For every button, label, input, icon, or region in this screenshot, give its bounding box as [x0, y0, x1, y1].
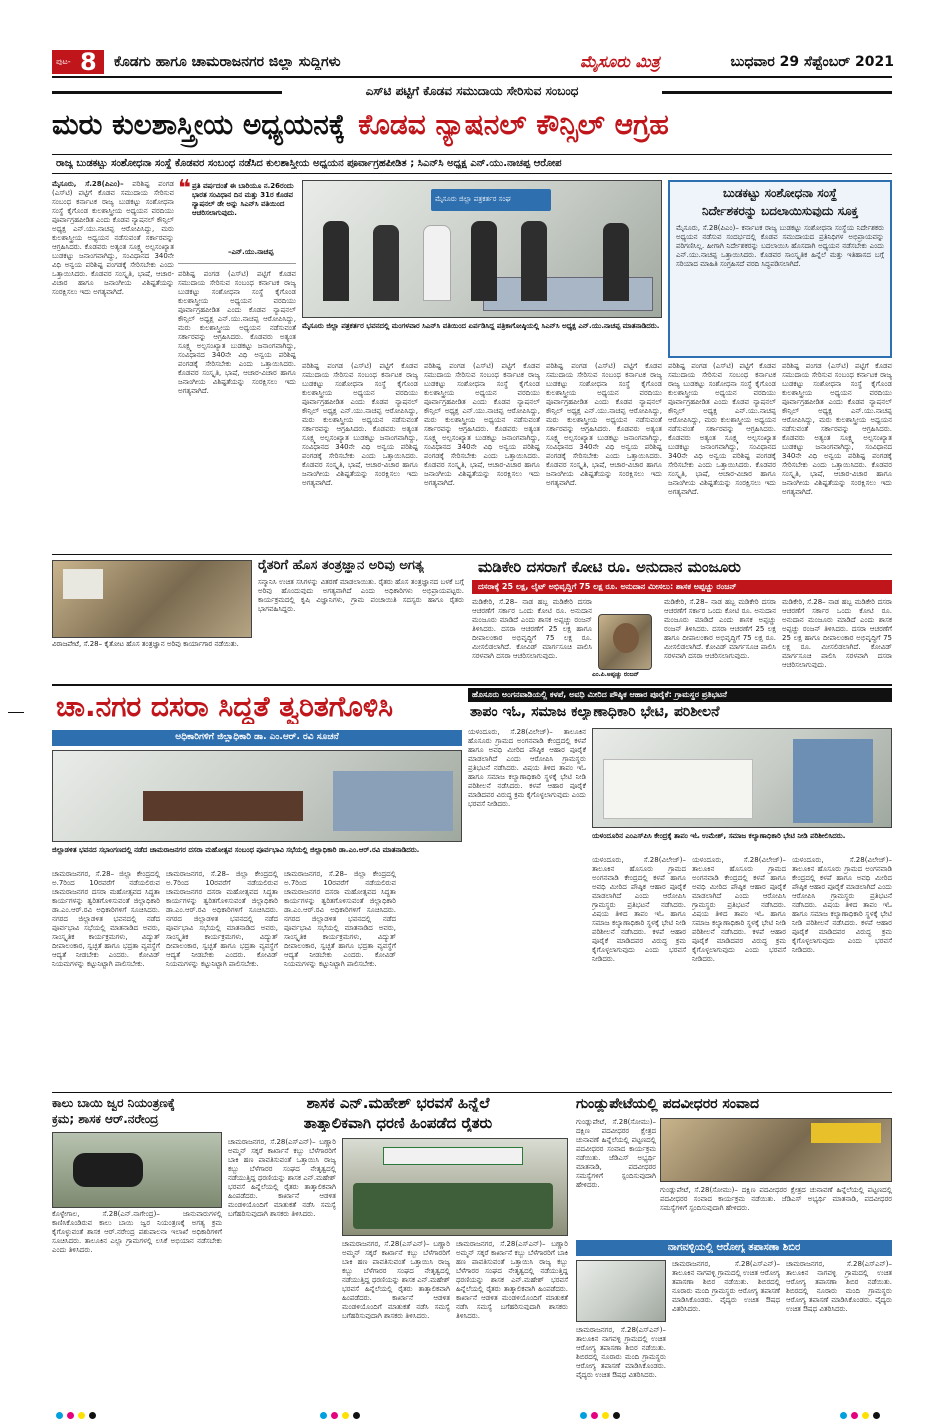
health-camp-headline-bar [576, 1240, 892, 1256]
health-camp-headline: ನಾಗವಳ್ಳಿಯಲ್ಲಿ ಆರೋಗ್ಯ ತಪಾಸಣಾ ಶಿಬಿರ [667, 1242, 801, 1253]
madikeri-subhead: ದಸರಾಕ್ಕೆ 25 ಲಕ್ಷ, ಲೈಟ್ ಅಭಿವೃದ್ಧಿಗೆ 75 ಲಕ್ಷ ರೂ. ಅನುದಾನ ಮೀಸಲು: ಶಾಸಕ ಅಪ್ಪಚ್ಚು ರಂಜನ್ [478, 582, 737, 591]
lead-quote-box [178, 176, 296, 264]
officials [793, 739, 873, 823]
chamarajanagar-headline: ಚಾ.ನಗರ ದಸರಾ ಸಿದ್ಧತೆ ತ್ವರಿತಗೊಳಿಸಿ [56, 690, 393, 723]
protest-banner [383, 1147, 523, 1165]
lead-headline [52, 108, 892, 150]
sidebar-body: ಮೈಸೂರು, ಸೆ.28(ಪಿಎಂ)– ಕರ್ನಾಟಕ ರಾಜ್ಯ ಬುಡಕಟ್ಟು ಸಂಶೋಧನಾ ಸಂಸ್ಥೆಯ ನಿರ್ದೇಶಕರು ಅಧ್ಯಯನ ನಡೆಸುವ ಸಂದರ್ಭದಲ್ಲಿ ಕೊಡವ ಸಮುದಾಯದ ಪ್ರತಿನಿಧಿಗಳ ಅಭಿಪ್ರಾಯವನ್ನು ಪರಿಗಣಿಸಿಲ್ಲ. ಹೀಗಾಗಿ ನಿರ್ದೇಶಕರನ್ನು ಬದಲಾಯಿಸಿ ಹೊಸದಾಗಿ ಅಧ್ಯಯನ ನಡೆಸಬೇಕು ಎಂದು ಎನ್.ಯು.ನಾಚಪ್ಪ ಒತ್ತಾಯಿಸಿದರು. ಕೊಡವರ ಸಾಂಸ್ಕೃತಿಕ ಹಿನ್ನೆಲೆ ಮತ್ತು ಇತಿಹಾಸದ ಬಗ್ಗೆ ಸರಿಯಾದ ಮಾಹಿತಿ ಸಂಗ್ರಹಿಸದೆ ವರದಿ ಸಿದ್ಧಪಡಿಸಲಾಗಿದೆ. [676, 224, 884, 268]
lead-subhead: ರಾಜ್ಯ ಬುಡಕಟ್ಟು ಸಂಶೋಧನಾ ಸಂಸ್ಥೆ ಕೊಡವರ ಸಂಬಂಧ ನಡೆಸಿದ ಕುಲಶಾಸ್ತ್ರೀಯ ಅಧ್ಯಯನ ಪೂರ್ವಾಗ್ರಹಪೀಡಿತ ; ಸಿಎನ್‌ಸಿ ಅಧ್ಯಕ್ಷ ಎನ್.ಯು.ನಾಚಪ್ಪ ಆರೋಪ [56, 158, 562, 169]
lead-quote: ಪ್ರತಿ ವರ್ಷದಂತೆ ಈ ಬಾರಿಯೂ ನ.26ರಂದು ಭಾರತ ಸಂವಿಧಾನ ದಿನ ಮತ್ತು 31ರ ಕೊಡವ ನ್ಯಾಷನಲ್ ಡೇ ಅನ್ನು ಸಿಎನ್‌ಸಿ ವತಿಯಿಂದ ಆಚರಿಸಲಾಗುವುದು. [192, 182, 294, 217]
cattle-body: ಕೊಳ್ಳೇಗಾಲ, ಸೆ.28(ಎನ್.ನಾಗೇಂದ್ರ)– ಜಾನುವಾರುಗಳಲ್ಲಿ ಕಾಣಿಸಿಕೊಂಡಿರುವ ಕಾಲು ಬಾಯಿ ಜ್ವರ ನಿಯಂತ್ರಣಕ್ಕೆ ಅಗತ್ಯ ಕ್ರಮ ಕೈಗೊಳ್ಳುವಂತೆ ಶಾಸಕ ಆರ್.ನರೇಂದ್ರ ಪಶುಪಾಲನಾ ಇಲಾಖೆ ಅಧಿಕಾರಿಗಳಿಗೆ ಸೂಚಿಸಿದರು. ತಾಲೂಕಿನ ಎಲ್ಲಾ ಗ್ರಾಮಗಳಲ್ಲಿ ಲಸಿಕೆ ಅಭಿಯಾನ ನಡೆಸಬೇಕು ಎಂದು ತಿಳಿಸಿದರು. [52, 1210, 222, 1254]
page-number: 8 [80, 48, 97, 76]
page-prefix: ಪುಟ- [56, 57, 71, 66]
gundlupet-body-2: ಗುಂಡ್ಲುಪೇಟೆ, ಸೆ.28(ಸೋಮು)– ದಕ್ಷಿಣ ಪದವೀಧರರ ಕ್ಷೇತ್ರದ ಚುನಾವಣೆ ಹಿನ್ನೆಲೆಯಲ್ಲಿ ಪಟ್ಟಣದಲ್ಲಿ ಪದವೀಧರರ ಸಂವಾದ ಕಾರ್ಯಕ್ರಮ ನಡೆಯಿತು. ಜೆಡಿಎಸ್ ಅಭ್ಯರ್ಥಿ ಮಾತನಾಡಿ, ಪದವೀಧರರ ಸಮಸ್ಯೆಗಳಿಗೆ ಸ್ಪಂದಿಸುವುದಾಗಿ ಹೇಳಿದರು. [660, 1186, 892, 1212]
health-camp-photo [576, 1260, 666, 1322]
chamarajanagar-column-3: ಚಾಮರಾಜನಗರ, ಸೆ.28– ಜಿಲ್ಲಾ ಕೇಂದ್ರದಲ್ಲಿ ಅ.7ರಿಂದ 10ರವರೆಗೆ ನಡೆಯಲಿರುವ ಚಾಮರಾಜನಗರ ದಸರಾ ಮಹೋತ್ಸವದ ಸಿದ್ಧತಾ ಕಾರ್ಯಗಳನ್ನು ತ್ವರಿತಗೊಳಿಸುವಂತೆ ಜಿಲ್ಲಾಧಿಕಾರಿ ಡಾ.ಎಂ.ಆರ್.ರವಿ ಅಧಿಕಾರಿಗಳಿಗೆ ಸೂಚಿಸಿದರು. ನಗರದ ಜಿಲ್ಲಾಡಳಿತ ಭವನದಲ್ಲಿ ನಡೆದ ಪೂರ್ವಭಾವಿ ಸಭೆಯಲ್ಲಿ ಮಾತನಾಡಿದ ಅವರು, ಸಾಂಸ್ಕೃತಿಕ ಕಾರ್ಯಕ್ರಮಗಳು, ವಿದ್ಯುತ್ ದೀಪಾಲಂಕಾರ, ಸ್ವಚ್ಛತೆ ಹಾಗೂ ಭದ್ರತಾ ವ್ಯವಸ್ಥೆಗೆ ಆದ್ಯತೆ ನೀಡಬೇಕು ಎಂದರು. ಕೋವಿಡ್ ನಿಯಮಗಳನ್ನು ಕಟ್ಟುನಿಟ್ಟಾಗಿ ಪಾಲಿಸಬೇಕು. [284, 870, 396, 968]
protest-column-1: ಚಾಮರಾಜನಗರ, ಸೆ.28(ಎಸ್‌ಎನ್)– ಬಣ್ಣಾರಿ ಅಮ್ಮನ್ ಸಕ್ಕರೆ ಕಾರ್ಖಾನೆ ಕಬ್ಬು ಬೆಳೆಗಾರರಿಗೆ ಬಾಕಿ ಹಣ ಪಾವತಿಸುವಂತೆ ಒತ್ತಾಯಿಸಿ ರಾಜ್ಯ ಕಬ್ಬು ಬೆಳೆಗಾರರ ಸಂಘದ ನೇತೃತ್ವದಲ್ಲಿ ನಡೆಯುತ್ತಿದ್ದ ಧರಣಿಯನ್ನು ಶಾಸಕ ಎನ್.ಮಹೇಶ್ ಭರವಸೆ ಹಿನ್ನೆಲೆಯಲ್ಲಿ ರೈತರು ತಾತ್ಕಾಲಿಕವಾಗಿ ಹಿಂಪಡೆದರು. ಕಾರ್ಖಾನೆ ಆಡಳಿತ ಮಂಡಳಿಯೊಂದಿಗೆ ಮಾತುಕತೆ ನಡೆಸಿ ಸಮಸ್ಯೆ ಬಗೆಹರಿಸುವುದಾಗಿ ಶಾಸಕರು ತಿಳಿಸಿದರು. [228, 1138, 336, 1218]
chamarajanagar-column-2: ಚಾಮರಾಜನಗರ, ಸೆ.28– ಜಿಲ್ಲಾ ಕೇಂದ್ರದಲ್ಲಿ ಅ.7ರಿಂದ 10ರವರೆಗೆ ನಡೆಯಲಿರುವ ಚಾಮರಾಜನಗರ ದಸರಾ ಮಹೋತ್ಸವದ ಸಿದ್ಧತಾ ಕಾರ್ಯಗಳನ್ನು ತ್ವರಿತಗೊಳಿಸುವಂತೆ ಜಿಲ್ಲಾಧಿಕಾರಿ ಡಾ.ಎಂ.ಆರ್.ರವಿ ಅಧಿಕಾರಿಗಳಿಗೆ ಸೂಚಿಸಿದರು. ನಗರದ ಜಿಲ್ಲಾಡಳಿತ ಭವನದಲ್ಲಿ ನಡೆದ ಪೂರ್ವಭಾವಿ ಸಭೆಯಲ್ಲಿ ಮಾತನಾಡಿದ ಅವರು, ಸಾಂಸ್ಕೃತಿಕ ಕಾರ್ಯಕ್ರಮಗಳು, ವಿದ್ಯುತ್ ದೀಪಾಲಂಕಾರ, ಸ್ವಚ್ಛತೆ ಹಾಗೂ ಭದ್ರತಾ ವ್ಯವಸ್ಥೆಗೆ ಆದ್ಯತೆ ನೀಡಬೇಕು ಎಂದರು. ಕೋವಿಡ್ ನಿಯಮಗಳನ್ನು ಕಟ್ಟುನಿಟ್ಟಾಗಿ ಪಾಲಿಸಬೇಕು. [166, 870, 278, 968]
lead-column-2 [178, 176, 298, 550]
madikeri-column-1: ಮಡಿಕೇರಿ, ಸೆ.28– ನಾಡ ಹಬ್ಬ ಮಡಿಕೇರಿ ದಸರಾ ಆಚರಣೆಗೆ ಸರ್ಕಾರ ಒಂದು ಕೋಟಿ ರೂ. ಅನುದಾನ ಮಂಜೂರು ಮಾಡಿದೆ ಎಂದು ಶಾಸಕ ಅಪ್ಪಚ್ಚು ರಂಜನ್ ತಿಳಿಸಿದರು. ದಸರಾ ಆಚರಣೆಗೆ 25 ಲಕ್ಷ ಹಾಗೂ ದೀಪಾಲಂಕಾರ ಅಭಿವೃದ್ಧಿಗೆ 75 ಲಕ್ಷ ರೂ. ಮೀಸಲಿಡಲಾಗಿದೆ. ಕೋವಿಡ್ ಮಾರ್ಗಸೂಚಿ ಪಾಲಿಸಿ ಸರಳವಾಗಿ ದಸರಾ ಆಚರಿಸಲಾಗುವುದು. [472, 598, 592, 660]
anganwadi-column-3: ಯಳಂದೂರು, ಸೆ.28(ವಿಲೇಜ್)– ತಾಲೂಕಿನ ಹೊಸೂರು ಗ್ರಾಮದ ಅಂಗನವಾಡಿ ಕೇಂದ್ರದಲ್ಲಿ ಕಳಪೆ ಹಾಗೂ ಅವಧಿ ಮೀರಿದ ಪೌಷ್ಠಿಕ ಆಹಾರ ಪೂರೈಕೆ ಮಾಡಲಾಗಿದೆ ಎಂದು ಆರೋಪಿಸಿ ಗ್ರಾಮಸ್ಥರು ಪ್ರತಿಭಟನೆ ನಡೆಸಿದರು. ವಿಷಯ ತಿಳಿದ ತಾಪಂ ಇಓ ಹಾಗೂ ಸಮಾಜ ಕಲ್ಯಾಣಾಧಿಕಾರಿ ಸ್ಥಳಕ್ಕೆ ಭೇಟಿ ನೀಡಿ ಪರಿಶೀಲನೆ ನಡೆಸಿದರು. ಕಳಪೆ ಆಹಾರ ಪೂರೈಕೆ ಮಾಡಿದವರ ವಿರುದ್ಧ ಕ್ರಮ ಕೈಗೊಳ್ಳಲಾಗುವುದು ಎಂದು ಭರವಸೆ ನೀಡಿದರು. [692, 856, 786, 963]
meeting-table [143, 791, 303, 821]
person-3 [423, 225, 451, 301]
lead-column-3: ಪರಿಶಿಷ್ಟ ಪಂಗಡ (ಎಸ್‌ಟಿ) ಪಟ್ಟಿಗೆ ಕೊಡವ ಸಮುದಾಯ ಸೇರಿಸುವ ಸಂಬಂಧ ಕರ್ನಾಟಕ ರಾಜ್ಯ ಬುಡಕಟ್ಟು ಸಂಶೋಧನಾ ಸಂಸ್ಥೆ ಕೈಗೊಂಡ ಕುಲಶಾಸ್ತ್ರೀಯ ಅಧ್ಯಯನ ವರದಿಯು ಪೂರ್ವಾಗ್ರಹಪೀಡಿತ ಎಂದು ಕೊಡವ ನ್ಯಾಷನಲ್ ಕೌನ್ಸಿಲ್ ಅಧ್ಯಕ್ಷ ಎನ್.ಯು.ನಾಚಪ್ಪ ಆರೋಪಿಸಿದ್ದು, ಮರು ಕುಲಶಾಸ್ತ್ರೀಯ ಅಧ್ಯಯನ ನಡೆಸುವಂತೆ ಸರ್ಕಾರವನ್ನು ಆಗ್ರಹಿಸಿದರು. ಕೊಡವರು ಅತ್ಯಂತ ಸೂಕ್ಷ್ಮ ಅಲ್ಪಸಂಖ್ಯಾತ ಬುಡಕಟ್ಟು ಜನಾಂಗವಾಗಿದ್ದು, ಸಂವಿಧಾನದ 340ನೇ ವಿಧಿ ಅನ್ವಯ ಪರಿಶಿಷ್ಟ ಪಂಗಡಕ್ಕೆ ಸೇರಿಸಬೇಕು ಎಂದು ಒತ್ತಾಯಿಸಿದರು. ಕೊಡವರ ಸಂಸ್ಕೃತಿ, ಭಾಷೆ, ಆಚಾರ-ವಿಚಾರ ಹಾಗೂ ಜನಾಂಗೀಯ ವಿಶಿಷ್ಟತೆಯನ್ನು ಸಂರಕ್ಷಿಸಲು ಇದು ಅಗತ್ಯವಾಗಿದೆ. [302, 362, 418, 487]
lead-column-4: ಪರಿಶಿಷ್ಟ ಪಂಗಡ (ಎಸ್‌ಟಿ) ಪಟ್ಟಿಗೆ ಕೊಡವ ಸಮುದಾಯ ಸೇರಿಸುವ ಸಂಬಂಧ ಕರ್ನಾಟಕ ರಾಜ್ಯ ಬುಡಕಟ್ಟು ಸಂಶೋಧನಾ ಸಂಸ್ಥೆ ಕೈಗೊಂಡ ಕುಲಶಾಸ್ತ್ರೀಯ ಅಧ್ಯಯನ ವರದಿಯು ಪೂರ್ವಾಗ್ರಹಪೀಡಿತ ಎಂದು ಕೊಡವ ನ್ಯಾಷನಲ್ ಕೌನ್ಸಿಲ್ ಅಧ್ಯಕ್ಷ ಎನ್.ಯು.ನಾಚಪ್ಪ ಆರೋಪಿಸಿದ್ದು, ಮರು ಕುಲಶಾಸ್ತ್ರೀಯ ಅಧ್ಯಯನ ನಡೆಸುವಂತೆ ಸರ್ಕಾರವನ್ನು ಆಗ್ರಹಿಸಿದರು. ಕೊಡವರು ಅತ್ಯಂತ ಸೂಕ್ಷ್ಮ ಅಲ್ಪಸಂಖ್ಯಾತ ಬುಡಕಟ್ಟು ಜನಾಂಗವಾಗಿದ್ದು, ಸಂವಿಧಾನದ 340ನೇ ವಿಧಿ ಅನ್ವಯ ಪರಿಶಿಷ್ಟ ಪಂಗಡಕ್ಕೆ ಸೇರಿಸಬೇಕು ಎಂದು ಒತ್ತಾಯಿಸಿದರು. ಕೊಡವರ ಸಂಸ್ಕೃತಿ, ಭಾಷೆ, ಆಚಾರ-ವಿಚಾರ ಹಾಗೂ ಜನಾಂಗೀಯ ವಿಶಿಷ್ಟತೆಯನ್ನು ಸಂರಕ್ಷಿಸಲು ಇದು ಅಗತ್ಯವಾಗಿದೆ. [424, 362, 540, 487]
madikeri-column-2: ಮಡಿಕೇರಿ, ಸೆ.28– ನಾಡ ಹಬ್ಬ ಮಡಿಕೇರಿ ದಸರಾ ಆಚರಣೆಗೆ ಸರ್ಕಾರ ಒಂದು ಕೋಟಿ ರೂ. ಅನುದಾನ ಮಂಜೂರು ಮಾಡಿದೆ ಎಂದು ಶಾಸಕ ಅಪ್ಪಚ್ಚು ರಂಜನ್ ತಿಳಿಸಿದರು. ದಸರಾ ಆಚರಣೆಗೆ 25 ಲಕ್ಷ ಹಾಗೂ ದೀಪಾಲಂಕಾರ ಅಭಿವೃದ್ಧಿಗೆ 75 ಲಕ್ಷ ರೂ. ಮೀಸಲಿಡಲಾಗಿದೆ. ಕೋವಿಡ್ ಮಾರ್ಗಸೂಚಿ ಪಾಲಿಸಿ ಸರಳವಾಗಿ ದಸರಾ ಆಚರಿಸಲಾಗುವುದು. [664, 598, 776, 660]
farmers-headline: ರೈತರಿಗೆ ಹೊಸ ತಂತ್ರಜ್ಞಾನ ಅರಿವು ಅಗತ್ಯ [258, 558, 424, 573]
health-camp-body-3: ಚಾಮರಾಜನಗರ, ಸೆ.28(ಎಸ್‌ಎನ್)– ತಾಲೂಕಿನ ನಾಗವಳ್ಳಿ ಗ್ರಾಮದಲ್ಲಿ ಉಚಿತ ಆರೋಗ್ಯ ತಪಾಸಣಾ ಶಿಬಿರ ನಡೆಯಿತು. ಶಿಬಿರದಲ್ಲಿ ನೂರಾರು ಮಂದಿ ಗ್ರಾಮಸ್ಥರು ಆರೋಗ್ಯ ತಪಾಸಣೆ ಮಾಡಿಸಿಕೊಂಡರು. ವೈದ್ಯರು ಉಚಿತ ಔಷಧ ವಿತರಿಸಿದರು. [786, 1260, 892, 1313]
attendee-group [333, 771, 453, 831]
kicker-rule-left [52, 91, 282, 94]
person-4 [471, 221, 497, 301]
lead-quote-author: –ಎನ್.ಯು.ನಾಚಪ್ಪ [228, 248, 274, 256]
page-number-box [52, 50, 104, 74]
lead-headline-black: ಮರು ಕುಲಶಾಸ್ತ್ರೀಯ ಅಧ್ಯಯನಕ್ಕೆ [52, 108, 346, 141]
gundlupet-body: ಗುಂಡ್ಲುಪೇಟೆ, ಸೆ.28(ಸೋಮು)– ದಕ್ಷಿಣ ಪದವೀಧರರ ಕ್ಷೇತ್ರದ ಚುನಾವಣೆ ಹಿನ್ನೆಲೆಯಲ್ಲಿ ಪಟ್ಟಣದಲ್ಲಿ ಪದವೀಧರರ ಸಂವಾದ ಕಾರ್ಯಕ್ರಮ ನಡೆಯಿತು. ಜೆಡಿಎಸ್ ಅಭ್ಯರ್ಥಿ ಮಾತನಾಡಿ, ಪದವೀಧರರ ಸಮಸ್ಯೆಗಳಿಗೆ ಸ್ಪಂದಿಸುವುದಾಗಿ ಹೇಳಿದರು. [576, 1118, 656, 1189]
photo-banner-text: ಮೈಸೂರು ಜಿಲ್ಲಾ ಪತ್ರಕರ್ತರ ಸಂಘ [435, 195, 511, 203]
section-rule-3 [52, 1092, 892, 1093]
protest-headline-2: ತಾತ್ಕಾಲಿಕವಾಗಿ ಧರಣಿ ಹಿಂಪಡೆದ ರೈತರು [303, 1114, 493, 1132]
chamarajanagar-subhead-bar [52, 730, 462, 746]
anganwadi-photo-caption: ಯಳಂದೂರಿನ ಎಂಎಸ್‌ಪಿಸಿ ಕೇಂದ್ರಕ್ಕೆ ತಾಪಂ ಇಓ ಉಮೇಶ್, ಸಮಾಜ ಕಲ್ಯಾಣಾಧಿಕಾರಿ ಭೇಟಿ ನೀಡಿ ಪರಿಶೀಲಿಸಿದರು. [592, 832, 846, 840]
protest-column-3: ಚಾಮರಾಜನಗರ, ಸೆ.28(ಎಸ್‌ಎನ್)– ಬಣ್ಣಾರಿ ಅಮ್ಮನ್ ಸಕ್ಕರೆ ಕಾರ್ಖಾನೆ ಕಬ್ಬು ಬೆಳೆಗಾರರಿಗೆ ಬಾಕಿ ಹಣ ಪಾವತಿಸುವಂತೆ ಒತ್ತಾಯಿಸಿ ರಾಜ್ಯ ಕಬ್ಬು ಬೆಳೆಗಾರರ ಸಂಘದ ನೇತೃತ್ವದಲ್ಲಿ ನಡೆಯುತ್ತಿದ್ದ ಧರಣಿಯನ್ನು ಶಾಸಕ ಎನ್.ಮಹೇಶ್ ಭರವಸೆ ಹಿನ್ನೆಲೆಯಲ್ಲಿ ರೈತರು ತಾತ್ಕಾಲಿಕವಾಗಿ ಹಿಂಪಡೆದರು. ಕಾರ್ಖಾನೆ ಆಡಳಿತ ಮಂಡಳಿಯೊಂದಿಗೆ ಮಾತುಕತೆ ನಡೆಸಿ ಸಮಸ್ಯೆ ಬಗೆಹರಿಸುವುದಾಗಿ ಶಾಸಕರು ತಿಳಿಸಿದರು. [456, 1240, 568, 1320]
cattle-headline-1: ಕಾಲು ಬಾಯಿ ಜ್ವರ ನಿಯಂತ್ರಣಕ್ಕೆ [52, 1096, 175, 1110]
person-6 [603, 223, 629, 301]
food-sacks [603, 759, 753, 819]
madikeri-column-3: ಮಡಿಕೇರಿ, ಸೆ.28– ನಾಡ ಹಬ್ಬ ಮಡಿಕೇರಿ ದಸರಾ ಆಚರಣೆಗೆ ಸರ್ಕಾರ ಒಂದು ಕೋಟಿ ರೂ. ಅನುದಾನ ಮಂಜೂರು ಮಾಡಿದೆ ಎಂದು ಶಾಸಕ ಅಪ್ಪಚ್ಚು ರಂಜನ್ ತಿಳಿಸಿದರು. ದಸರಾ ಆಚರಣೆಗೆ 25 ಲಕ್ಷ ಹಾಗೂ ದೀಪಾಲಂಕಾರ ಅಭಿವೃದ್ಧಿಗೆ 75 ಲಕ್ಷ ರೂ. ಮೀಸಲಿಡಲಾಗಿದೆ. ಕೋವಿಡ್ ಮಾರ್ಗಸೂಚಿ ಪಾಲಿಸಿ ಸರಳವಾಗಿ ದಸರಾ ಆಚರಿಸಲಾಗುವುದು. [782, 598, 892, 669]
person-1 [323, 221, 349, 301]
lead-column-6: ಪರಿಶಿಷ್ಟ ಪಂಗಡ (ಎಸ್‌ಟಿ) ಪಟ್ಟಿಗೆ ಕೊಡವ ಸಮುದಾಯ ಸೇರಿಸುವ ಸಂಬಂಧ ಕರ್ನಾಟಕ ರಾಜ್ಯ ಬುಡಕಟ್ಟು ಸಂಶೋಧನಾ ಸಂಸ್ಥೆ ಕೈಗೊಂಡ ಕುಲಶಾಸ್ತ್ರೀಯ ಅಧ್ಯಯನ ವರದಿಯು ಪೂರ್ವಾಗ್ರಹಪೀಡಿತ ಎಂದು ಕೊಡವ ನ್ಯಾಷನಲ್ ಕೌನ್ಸಿಲ್ ಅಧ್ಯಕ್ಷ ಎನ್.ಯು.ನಾಚಪ್ಪ ಆರೋಪಿಸಿದ್ದು, ಮರು ಕುಲಶಾಸ್ತ್ರೀಯ ಅಧ್ಯಯನ ನಡೆಸುವಂತೆ ಸರ್ಕಾರವನ್ನು ಆಗ್ರಹಿಸಿದರು. ಕೊಡವರು ಅತ್ಯಂತ ಸೂಕ್ಷ್ಮ ಅಲ್ಪಸಂಖ್ಯಾತ ಬುಡಕಟ್ಟು ಜನಾಂಗವಾಗಿದ್ದು, ಸಂವಿಧಾನದ 340ನೇ ವಿಧಿ ಅನ್ವಯ ಪರಿಶಿಷ್ಟ ಪಂಗಡಕ್ಕೆ ಸೇರಿಸಬೇಕು ಎಂದು ಒತ್ತಾಯಿಸಿದರು. ಕೊಡವರ ಸಂಸ್ಕೃತಿ, ಭಾಷೆ, ಆಚಾರ-ವಿಚಾರ ಹಾಗೂ ಜನಾಂಗೀಯ ವಿಶಿಷ್ಟತೆಯನ್ನು ಸಂರಕ್ಷಿಸಲು ಇದು ಅಗತ್ಯವಾಗಿದೆ. [668, 362, 776, 496]
registration-marks-left [56, 1404, 100, 1423]
anganwadi-photo [592, 728, 892, 828]
lead-kicker-bar [52, 82, 892, 102]
lead-column-5: ಪರಿಶಿಷ್ಟ ಪಂಗಡ (ಎಸ್‌ಟಿ) ಪಟ್ಟಿಗೆ ಕೊಡವ ಸಮುದಾಯ ಸೇರಿಸುವ ಸಂಬಂಧ ಕರ್ನಾಟಕ ರಾಜ್ಯ ಬುಡಕಟ್ಟು ಸಂಶೋಧನಾ ಸಂಸ್ಥೆ ಕೈಗೊಂಡ ಕುಲಶಾಸ್ತ್ರೀಯ ಅಧ್ಯಯನ ವರದಿಯು ಪೂರ್ವಾಗ್ರಹಪೀಡಿತ ಎಂದು ಕೊಡವ ನ್ಯಾಷನಲ್ ಕೌನ್ಸಿಲ್ ಅಧ್ಯಕ್ಷ ಎನ್.ಯು.ನಾಚಪ್ಪ ಆರೋಪಿಸಿದ್ದು, ಮರು ಕುಲಶಾಸ್ತ್ರೀಯ ಅಧ್ಯಯನ ನಡೆಸುವಂತೆ ಸರ್ಕಾರವನ್ನು ಆಗ್ರಹಿಸಿದರು. ಕೊಡವರು ಅತ್ಯಂತ ಸೂಕ್ಷ್ಮ ಅಲ್ಪಸಂಖ್ಯಾತ ಬುಡಕಟ್ಟು ಜನಾಂಗವಾಗಿದ್ದು, ಸಂವಿಧಾನದ 340ನೇ ವಿಧಿ ಅನ್ವಯ ಪರಿಶಿಷ್ಟ ಪಂಗಡಕ್ಕೆ ಸೇರಿಸಬೇಕು ಎಂದು ಒತ್ತಾಯಿಸಿದರು. ಕೊಡವರ ಸಂಸ್ಕೃತಿ, ಭಾಷೆ, ಆಚಾರ-ವಿಚಾರ ಹಾಗೂ ಜನಾಂಗೀಯ ವಿಶಿಷ್ಟತೆಯನ್ನು ಸಂರಕ್ಷಿಸಲು ಇದು ಅಗತ್ಯವಾಗಿದೆ. [546, 362, 662, 487]
gundlupet-photo [660, 1118, 892, 1182]
lead-subhead-bar [52, 154, 892, 174]
protest-column-2: ಚಾಮರಾಜನಗರ, ಸೆ.28(ಎಸ್‌ಎನ್)– ಬಣ್ಣಾರಿ ಅಮ್ಮನ್ ಸಕ್ಕರೆ ಕಾರ್ಖಾನೆ ಕಬ್ಬು ಬೆಳೆಗಾರರಿಗೆ ಬಾಕಿ ಹಣ ಪಾವತಿಸುವಂತೆ ಒತ್ತಾಯಿಸಿ ರಾಜ್ಯ ಕಬ್ಬು ಬೆಳೆಗಾರರ ಸಂಘದ ನೇತೃತ್ವದಲ್ಲಿ ನಡೆಯುತ್ತಿದ್ದ ಧರಣಿಯನ್ನು ಶಾಸಕ ಎನ್.ಮಹೇಶ್ ಭರವಸೆ ಹಿನ್ನೆಲೆಯಲ್ಲಿ ರೈತರು ತಾತ್ಕಾಲಿಕವಾಗಿ ಹಿಂಪಡೆದರು. ಕಾರ್ಖಾನೆ ಆಡಳಿತ ಮಂಡಳಿಯೊಂದಿಗೆ ಮಾತುಕತೆ ನಡೆಸಿ ಸಮಸ್ಯೆ ಬಗೆಹರಿಸುವುದಾಗಿ ಶಾಸಕರು ತಿಳಿಸಿದರು. [342, 1240, 450, 1320]
health-camp-body-2: ಚಾಮರಾಜನಗರ, ಸೆ.28(ಎಸ್‌ಎನ್)– ತಾಲೂಕಿನ ನಾಗವಳ್ಳಿ ಗ್ರಾಮದಲ್ಲಿ ಉಚಿತ ಆರೋಗ್ಯ ತಪಾಸಣಾ ಶಿಬಿರ ನಡೆಯಿತು. ಶಿಬಿರದಲ್ಲಿ ನೂರಾರು ಮಂದಿ ಗ್ರಾಮಸ್ಥರು ಆರೋಗ್ಯ ತಪಾಸಣೆ ಮಾಡಿಸಿಕೊಂಡರು. ವೈದ್ಯರು ಉಚಿತ ಔಷಧ ವಿತರಿಸಿದರು. [672, 1260, 780, 1313]
lead-photo-caption: ಮೈಸೂರು ಜಿಲ್ಲಾ ಪತ್ರಕರ್ತರ ಭವನದಲ್ಲಿ ಮಂಗಳವಾರ ಸಿಎನ್‌ಸಿ ವತಿಯಿಂದ ಏರ್ಪಡಿಸಿದ್ದ ಪತ್ರಿಕಾಗೋಷ್ಠಿಯಲ್ಲಿ ಸಿಎನ್‌ಸಿ ಅಧ್ಯಕ್ಷ ಎನ್.ಯು.ನಾಚಪ್ಪ ಮಾತನಾಡಿದರು. [302, 322, 660, 330]
gundlupet-headline: ಗುಂಡ್ಲುಪೇಟೆಯಲ್ಲಿ ಪದವೀಧರರ ಸಂವಾದ [576, 1096, 759, 1112]
registration-marks-right [840, 1404, 884, 1423]
registration-marks-mid-left [320, 1404, 364, 1423]
cow-shape [73, 1153, 143, 1187]
lead-dateline: ಮೈಸೂರು, ಸೆ.28(ಪಿಎಂ)– [52, 180, 124, 188]
protest-headline-1: ಶಾಸಕ ಎನ್.ಮಹೇಶ್ ಭರವಸೆ ಹಿನ್ನೆಲೆ [306, 1094, 490, 1112]
protest-photo [342, 1138, 568, 1236]
farmers-workshop-photo [52, 560, 252, 638]
lead-body-text: ಪರಿಶಿಷ್ಟ ಪಂಗಡ (ಎಸ್‌ಟಿ) ಪಟ್ಟಿಗೆ ಕೊಡವ ಸಮುದಾಯ ಸೇರಿಸುವ ಸಂಬಂಧ ಕರ್ನಾಟಕ ರಾಜ್ಯ ಬುಡಕಟ್ಟು ಸಂಶೋಧನಾ ಸಂಸ್ಥೆ ಕೈಗೊಂಡ ಕುಲಶಾಸ್ತ್ರೀಯ ಅಧ್ಯಯನ ವರದಿಯು ಪೂರ್ವಾಗ್ರಹಪೀಡಿತ ಎಂದು ಕೊಡವ ನ್ಯಾಷನಲ್ ಕೌನ್ಸಿಲ್ ಅಧ್ಯಕ್ಷ ಎನ್.ಯು.ನಾಚಪ್ಪ ಆರೋಪಿಸಿದ್ದು, ಮರು ಕುಲಶಾಸ್ತ್ರೀಯ ಅಧ್ಯಯನ ನಡೆಸುವಂತೆ ಸರ್ಕಾರವನ್ನು ಆಗ್ರಹಿಸಿದರು. ಕೊಡವರು ಅತ್ಯಂತ ಸೂಕ್ಷ್ಮ ಅಲ್ಪಸಂಖ್ಯಾತ ಬುಡಕಟ್ಟು ಜನಾಂಗವಾಗಿದ್ದು, ಸಂವಿಧಾನದ 340ನೇ ವಿಧಿ ಅನ್ವಯ ಪರಿಶಿಷ್ಟ ಪಂಗಡಕ್ಕೆ ಸೇರಿಸಬೇಕು ಎಂದು ಒತ್ತಾಯಿಸಿದರು. ಕೊಡವರ ಸಂಸ್ಕೃತಿ, ಭಾಷೆ, ಆಚಾರ-ವಿಚಾರ ಹಾಗೂ ಜನಾಂಗೀಯ ವಿಶಿಷ್ಟತೆಯನ್ನು ಸಂರಕ್ಷಿಸಲು ಇದು ಅಗತ್ಯವಾಗಿದೆ. [52, 180, 174, 296]
quote-mark-icon: ❝ [178, 176, 191, 201]
dasara-photo-caption: ಜಿಲ್ಲಾಡಳಿತ ಭವನದ ಸಭಾಂಗಣದಲ್ಲಿ ನಡೆದ ಚಾಮರಾಜನಗರ ದಸರಾ ಮಹೋತ್ಸವ ಸಂಬಂಧ ಪೂರ್ವಭಾವಿ ಸಭೆಯಲ್ಲಿ ಜಿಲ್ಲಾಧಿಕಾರಿ ಡಾ.ಎಂ.ಆರ್.ರವಿ ಮಾತನಾಡಿದರು. [52, 846, 420, 854]
masthead-rule [52, 76, 892, 78]
anganwadi-column-2: ಯಳಂದೂರು, ಸೆ.28(ವಿಲೇಜ್)– ತಾಲೂಕಿನ ಹೊಸೂರು ಗ್ರಾಮದ ಅಂಗನವಾಡಿ ಕೇಂದ್ರದಲ್ಲಿ ಕಳಪೆ ಹಾಗೂ ಅವಧಿ ಮೀರಿದ ಪೌಷ್ಠಿಕ ಆಹಾರ ಪೂರೈಕೆ ಮಾಡಲಾಗಿದೆ ಎಂದು ಆರೋಪಿಸಿ ಗ್ರಾಮಸ್ಥರು ಪ್ರತಿಭಟನೆ ನಡೆಸಿದರು. ವಿಷಯ ತಿಳಿದ ತಾಪಂ ಇಓ ಹಾಗೂ ಸಮಾಜ ಕಲ್ಯಾಣಾಧಿಕಾರಿ ಸ್ಥಳಕ್ಕೆ ಭೇಟಿ ನೀಡಿ ಪರಿಶೀಲನೆ ನಡೆಸಿದರು. ಕಳಪೆ ಆಹಾರ ಪೂರೈಕೆ ಮಾಡಿದವರ ವಿರುದ್ಧ ಕ್ರಮ ಕೈಗೊಳ್ಳಲಾಗುವುದು ಎಂದು ಭರವಸೆ ನೀಡಿದರು. [592, 856, 686, 963]
health-camp-body: ಚಾಮರಾಜನಗರ, ಸೆ.28(ಎಸ್‌ಎನ್)– ತಾಲೂಕಿನ ನಾಗವಳ್ಳಿ ಗ್ರಾಮದಲ್ಲಿ ಉಚಿತ ಆರೋಗ್ಯ ತಪಾಸಣಾ ಶಿಬಿರ ನಡೆಯಿತು. ಶಿಬಿರದಲ್ಲಿ ನೂರಾರು ಮಂದಿ ಗ್ರಾಮಸ್ಥರು ಆರೋಗ್ಯ ತಪಾಸಣೆ ಮಾಡಿಸಿಕೊಂಡರು. ವೈದ್ಯರು ಉಚಿತ ಔಷಧ ವಿತರಿಸಿದರು. [576, 1326, 666, 1379]
section-rule-2 [52, 684, 892, 686]
mla-portrait-photo [598, 614, 652, 670]
cattle-photo [52, 1132, 222, 1208]
paper-name: ಮೈಸೂರು ಮಿತ್ರ [580, 52, 660, 71]
lead-headline-red: ಕೊಡವ ನ್ಯಾಷನಲ್ ಕೌನ್ಸಿಲ್ ಆಗ್ರಹ [358, 108, 669, 141]
anganwadi-headline: ತಾಪಂ ಇಓ, ಸಮಾಜ ಕಲ್ಯಾಣಾಧಿಕಾರಿ ಭೇಟಿ, ಪರಿಶೀಲನೆ [470, 704, 720, 720]
anganwadi-kicker-bar [468, 688, 892, 702]
photo-banner [431, 189, 551, 211]
kicker-rule-right [662, 91, 892, 94]
person-5 [521, 221, 547, 301]
lead-column-7: ಪರಿಶಿಷ್ಟ ಪಂಗಡ (ಎಸ್‌ಟಿ) ಪಟ್ಟಿಗೆ ಕೊಡವ ಸಮುದಾಯ ಸೇರಿಸುವ ಸಂಬಂಧ ಕರ್ನಾಟಕ ರಾಜ್ಯ ಬುಡಕಟ್ಟು ಸಂಶೋಧನಾ ಸಂಸ್ಥೆ ಕೈಗೊಂಡ ಕುಲಶಾಸ್ತ್ರೀಯ ಅಧ್ಯಯನ ವರದಿಯು ಪೂರ್ವಾಗ್ರಹಪೀಡಿತ ಎಂದು ಕೊಡವ ನ್ಯಾಷನಲ್ ಕೌನ್ಸಿಲ್ ಅಧ್ಯಕ್ಷ ಎನ್.ಯು.ನಾಚಪ್ಪ ಆರೋಪಿಸಿದ್ದು, ಮರು ಕುಲಶಾಸ್ತ್ರೀಯ ಅಧ್ಯಯನ ನಡೆಸುವಂತೆ ಸರ್ಕಾರವನ್ನು ಆಗ್ರಹಿಸಿದರು. ಕೊಡವರು ಅತ್ಯಂತ ಸೂಕ್ಷ್ಮ ಅಲ್ಪಸಂಖ್ಯಾತ ಬುಡಕಟ್ಟು ಜನಾಂಗವಾಗಿದ್ದು, ಸಂವಿಧಾನದ 340ನೇ ವಿಧಿ ಅನ್ವಯ ಪರಿಶಿಷ್ಟ ಪಂಗಡಕ್ಕೆ ಸೇರಿಸಬೇಕು ಎಂದು ಒತ್ತಾಯಿಸಿದರು. ಕೊಡವರ ಸಂಸ್ಕೃತಿ, ಭಾಷೆ, ಆಚಾರ-ವಿಚಾರ ಹಾಗೂ ಜನಾಂಗೀಯ ವಿಶಿಷ್ಟತೆಯನ್ನು ಸಂರಕ್ಷಿಸಲು ಇದು ಅಗತ್ಯವಾಗಿದೆ. [782, 362, 892, 496]
banner-yellow [811, 1123, 881, 1143]
mla-portrait-caption: ಎಂ.ಪಿ.ಅಪ್ಪಚ್ಚು ರಂಜನ್ [592, 671, 640, 678]
sidebar-box [668, 180, 892, 358]
dasara-meeting-photo [52, 750, 462, 842]
farmers-body: ಸನ್ಮಾನಿಸಿ ಉಚಿತ ಸಸಿಗಳನ್ನು ವಿತರಣೆ ಮಾಡಲಾಯಿತು. ರೈತರು ಹೊಸ ತಂತ್ರಜ್ಞಾನದ ಬಳಕೆ ಬಗ್ಗೆ ಅರಿವು ಹೊಂದುವುದು ಅಗತ್ಯವಾಗಿದೆ ಎಂದು ಅಧಿಕಾರಿಗಳು ಅಭಿಪ್ರಾಯಪಟ್ಟರು. ಕಾರ್ಯಕ್ರಮದಲ್ಲಿ ಕೃಷಿ ವಿಜ್ಞಾನಿಗಳು, ಗ್ರಾಮ ಪಂಚಾಯಿತಿ ಸದಸ್ಯರು ಹಾಗೂ ರೈತರು ಭಾಗವಹಿಸಿದ್ದರು. [258, 578, 464, 613]
sidebar-title-1: ಬುಡಕಟ್ಟು ಸಂಶೋಧನಾ ಸಂಸ್ಥೆ [722, 186, 838, 200]
madikeri-subhead-bar [472, 580, 892, 594]
anganwadi-kicker: ಹೊಸೂರು ಅಂಗನವಾಡಿಯಲ್ಲಿ ಕಳಪೆ, ಅವಧಿ ಮೀರಿದ ಪೌಷ್ಠಿಕ ಆಹಾರ ಪೂರೈಕೆ: ಗ್ರಾಮಸ್ಥರ ಪ್ರತಿಭಟನೆ [472, 690, 727, 699]
lead-body-continued: ಪರಿಶಿಷ್ಟ ಪಂಗಡ (ಎಸ್‌ಟಿ) ಪಟ್ಟಿಗೆ ಕೊಡವ ಸಮುದಾಯ ಸೇರಿಸುವ ಸಂಬಂಧ ಕರ್ನಾಟಕ ರಾಜ್ಯ ಬುಡಕಟ್ಟು ಸಂಶೋಧನಾ ಸಂಸ್ಥೆ ಕೈಗೊಂಡ ಕುಲಶಾಸ್ತ್ರೀಯ ಅಧ್ಯಯನ ವರದಿಯು ಪೂರ್ವಾಗ್ರಹಪೀಡಿತ ಎಂದು ಕೊಡವ ನ್ಯಾಷನಲ್ ಕೌನ್ಸಿಲ್ ಅಧ್ಯಕ್ಷ ಎನ್.ಯು.ನಾಚಪ್ಪ ಆರೋಪಿಸಿದ್ದು, ಮರು ಕುಲಶಾಸ್ತ್ರೀಯ ಅಧ್ಯಯನ ನಡೆಸುವಂತೆ ಸರ್ಕಾರವನ್ನು ಆಗ್ರಹಿಸಿದರು. ಕೊಡವರು ಅತ್ಯಂತ ಸೂಕ್ಷ್ಮ ಅಲ್ಪಸಂಖ್ಯಾತ ಬುಡಕಟ್ಟು ಜನಾಂಗವಾಗಿದ್ದು, ಸಂವಿಧಾನದ 340ನೇ ವಿಧಿ ಅನ್ವಯ ಪರಿಶಿಷ್ಟ ಪಂಗಡಕ್ಕೆ ಸೇರಿಸಬೇಕು ಎಂದು ಒತ್ತಾಯಿಸಿದರು. ಕೊಡವರ ಸಂಸ್ಕೃತಿ, ಭಾಷೆ, ಆಚಾರ-ವಿಚಾರ ಹಾಗೂ ಜನಾಂಗೀಯ ವಿಶಿಷ್ಟತೆಯನ್ನು ಸಂರಕ್ಷಿಸಲು ಇದು ಅಗತ್ಯವಾಗಿದೆ. [178, 270, 296, 395]
cattle-headline-2: ಕ್ರಮ; ಶಾಸಕ ಆರ್.ನರೇಂದ್ರ [52, 1112, 159, 1126]
lead-press-meet-photo [302, 180, 662, 318]
madikeri-headline-box [472, 556, 892, 578]
masthead [52, 50, 892, 76]
lead-kicker: ಎಸ್‌ಟಿ ಪಟ್ಟಿಗೆ ಕೊಡವ ಸಮುದಾಯ ಸೇರಿಸುವ ಸಂಬಂಧ [365, 84, 579, 98]
sidebar-title-2: ನಿರ್ದೇಶಕರನ್ನು ಬದಲಾಯಿಸುವುದು ಸೂಕ್ತ [701, 204, 859, 218]
section-rule-1 [52, 554, 892, 555]
registration-marks-mid-right [580, 1404, 624, 1423]
lead-body [52, 180, 174, 550]
person-2 [373, 225, 399, 301]
screen-shape [63, 569, 103, 599]
issue-date: ಬುಧವಾರ 29 ಸೆಪ್ಟೆಂಬರ್ 2021 [730, 54, 894, 70]
madikeri-headline: ಮಡಿಕೇರಿ ದಸರಾಗೆ ಕೋಟಿ ರೂ. ಅನುದಾನ ಮಂಜೂರು [478, 558, 741, 576]
protesters [353, 1183, 553, 1229]
farmers-photo-caption: ವಿರಾಜಪೇಟೆ, ಸೆ.28– ಕೈತೋಟ ಹೊಸ ತಂತ್ರಜ್ಞಾನ ಅರಿವು ಕಾರ್ಯಾಗಾರ ನಡೆಯಿತು. [52, 640, 239, 648]
portrait-face [613, 623, 639, 653]
anganwadi-column-4: ಯಳಂದೂರು, ಸೆ.28(ವಿಲೇಜ್)– ತಾಲೂಕಿನ ಹೊಸೂರು ಗ್ರಾಮದ ಅಂಗನವಾಡಿ ಕೇಂದ್ರದಲ್ಲಿ ಕಳಪೆ ಹಾಗೂ ಅವಧಿ ಮೀರಿದ ಪೌಷ್ಠಿಕ ಆಹಾರ ಪೂರೈಕೆ ಮಾಡಲಾಗಿದೆ ಎಂದು ಆರೋಪಿಸಿ ಗ್ರಾಮಸ್ಥರು ಪ್ರತಿಭಟನೆ ನಡೆಸಿದರು. ವಿಷಯ ತಿಳಿದ ತಾಪಂ ಇಓ ಹಾಗೂ ಸಮಾಜ ಕಲ್ಯಾಣಾಧಿಕಾರಿ ಸ್ಥಳಕ್ಕೆ ಭೇಟಿ ನೀಡಿ ಪರಿಶೀಲನೆ ನಡೆಸಿದರು. ಕಳಪೆ ಆಹಾರ ಪೂರೈಕೆ ಮಾಡಿದವರ ವಿರುದ್ಧ ಕ್ರಮ ಕೈಗೊಳ್ಳಲಾಗುವುದು ಎಂದು ಭರವಸೆ ನೀಡಿದರು. [792, 856, 892, 954]
section-title: ಕೊಡಗು ಹಾಗೂ ಚಾಮರಾಜನಗರ ಜಿಲ್ಲಾ ಸುದ್ದಿಗಳು [114, 54, 341, 70]
chamarajanagar-subhead: ಅಧಿಕಾರಿಗಳಿಗೆ ಜಿಲ್ಲಾಧಿಕಾರಿ ಡಾ. ಎಂ.ಆರ್. ರವಿ ಸೂಚನೆ [175, 732, 339, 742]
lead-column-1 [52, 180, 174, 550]
chamarajanagar-column-1: ಚಾಮರಾಜನಗರ, ಸೆ.28– ಜಿಲ್ಲಾ ಕೇಂದ್ರದಲ್ಲಿ ಅ.7ರಿಂದ 10ರವರೆಗೆ ನಡೆಯಲಿರುವ ಚಾಮರಾಜನಗರ ದಸರಾ ಮಹೋತ್ಸವದ ಸಿದ್ಧತಾ ಕಾರ್ಯಗಳನ್ನು ತ್ವರಿತಗೊಳಿಸುವಂತೆ ಜಿಲ್ಲಾಧಿಕಾರಿ ಡಾ.ಎಂ.ಆರ್.ರವಿ ಅಧಿಕಾರಿಗಳಿಗೆ ಸೂಚಿಸಿದರು. ನಗರದ ಜಿಲ್ಲಾಡಳಿತ ಭವನದಲ್ಲಿ ನಡೆದ ಪೂರ್ವಭಾವಿ ಸಭೆಯಲ್ಲಿ ಮಾತನಾಡಿದ ಅವರು, ಸಾಂಸ್ಕೃತಿಕ ಕಾರ್ಯಕ್ರಮಗಳು, ವಿದ್ಯುತ್ ದೀಪಾಲಂಕಾರ, ಸ್ವಚ್ಛತೆ ಹಾಗೂ ಭದ್ರತಾ ವ್ಯವಸ್ಥೆಗೆ ಆದ್ಯತೆ ನೀಡಬೇಕು ಎಂದರು. ಕೋವಿಡ್ ನಿಯಮಗಳನ್ನು ಕಟ್ಟುನಿಟ್ಟಾಗಿ ಪಾಲಿಸಬೇಕು. [52, 870, 160, 968]
margin-tick [8, 712, 24, 713]
anganwadi-left-column: ಯಳಂದೂರು, ಸೆ.28(ವಿಲೇಜ್)– ತಾಲೂಕಿನ ಹೊಸೂರು ಗ್ರಾಮದ ಅಂಗನವಾಡಿ ಕೇಂದ್ರದಲ್ಲಿ ಕಳಪೆ ಹಾಗೂ ಅವಧಿ ಮೀರಿದ ಪೌಷ್ಠಿಕ ಆಹಾರ ಪೂರೈಕೆ ಮಾಡಲಾಗಿದೆ ಎಂದು ಆರೋಪಿಸಿ ಗ್ರಾಮಸ್ಥರು ಪ್ರತಿಭಟನೆ ನಡೆಸಿದರು. ವಿಷಯ ತಿಳಿದ ತಾಪಂ ಇಓ ಹಾಗೂ ಸಮಾಜ ಕಲ್ಯಾಣಾಧಿಕಾರಿ ಸ್ಥಳಕ್ಕೆ ಭೇಟಿ ನೀಡಿ ಪರಿಶೀಲನೆ ನಡೆಸಿದರು. ಕಳಪೆ ಆಹಾರ ಪೂರೈಕೆ ಮಾಡಿದವರ ವಿರುದ್ಧ ಕ್ರಮ ಕೈಗೊಳ್ಳಲಾಗುವುದು ಎಂದು ಭರವಸೆ ನೀಡಿದರು. [468, 728, 586, 808]
